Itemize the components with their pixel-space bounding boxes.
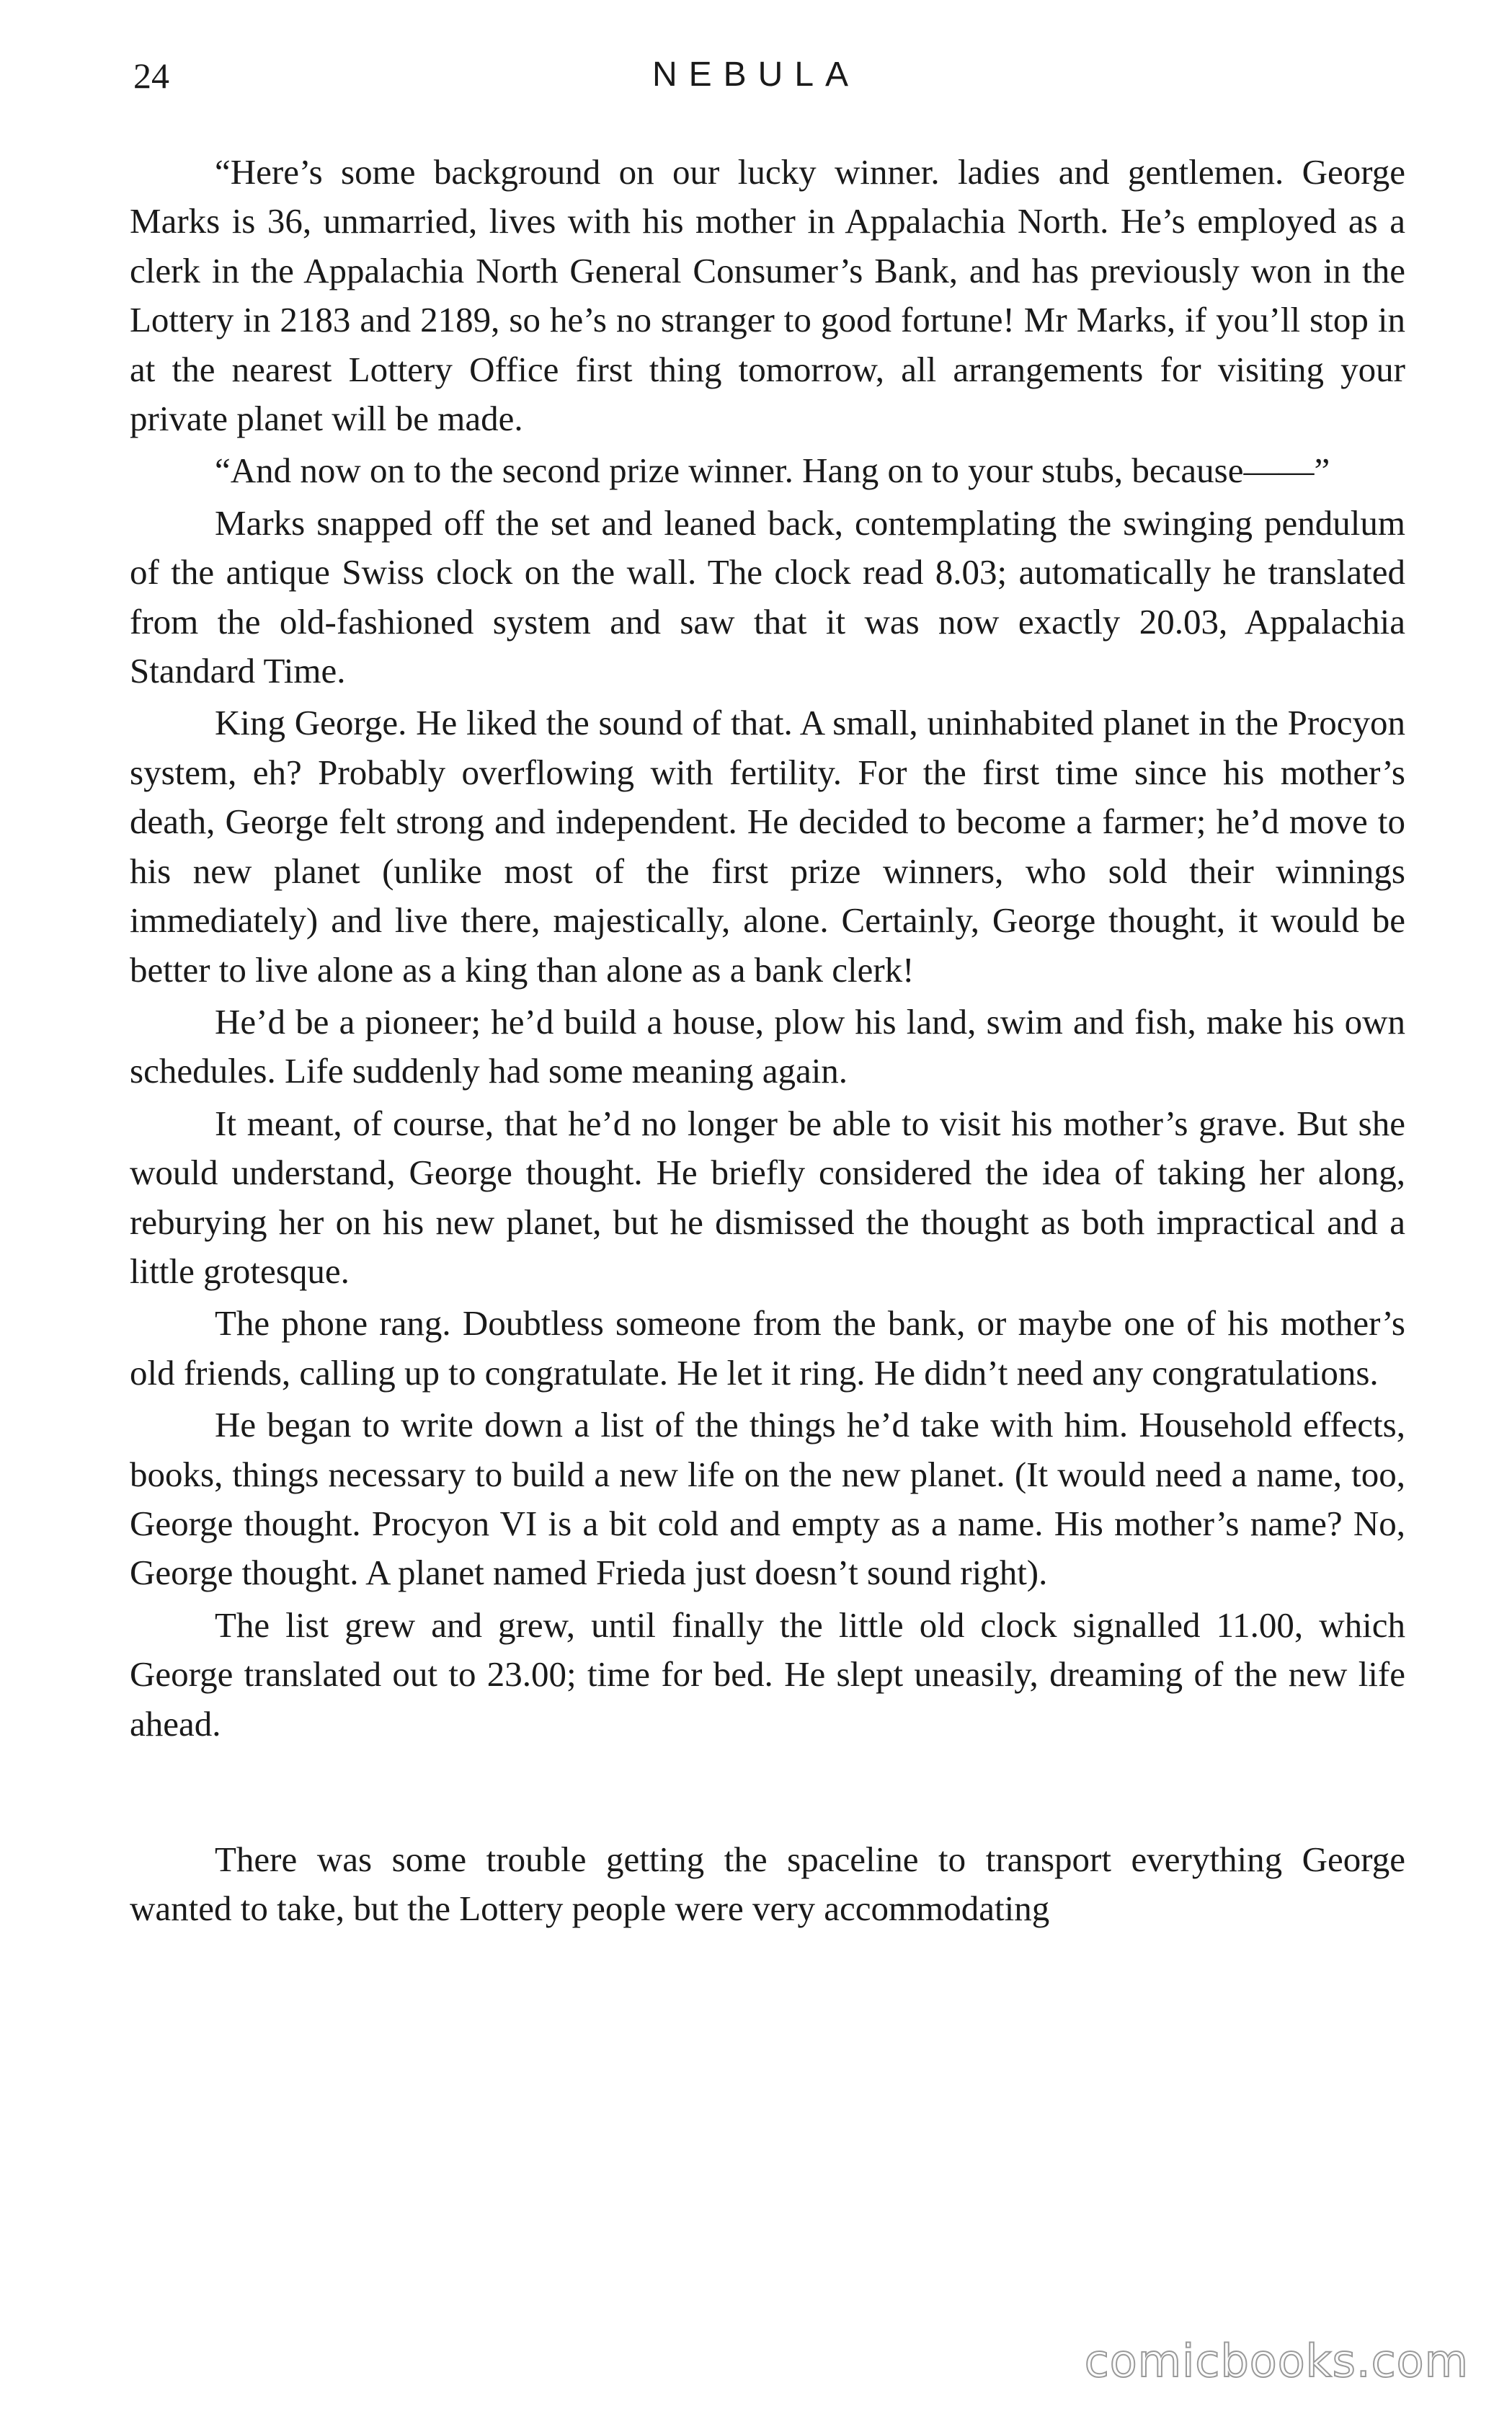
paragraph: The list grew and grew, until finally the little old clock signalled 11.00, which George translated out to 23.00; time for bed. He slept uneasily, dreaming of the new life ahead. [130,1604,1405,1744]
page-number: 24 [133,56,169,96]
paragraph: The phone rang. Doubtless someone from the bank, or maybe one of his mother’s old friends, calling up to congratulate. He let it ring. He didn’t need any congratulations. [130,1303,1405,1393]
paragraph: It meant, of course, that he’d no longer be able to visit his mother’s grave. But she would understand, George thought. He briefly considered the idea of taking her along, reburying her on his new planet, but he dismissed the thought as both impractical and a little grotesque. [130,1103,1405,1291]
running-title: NEBULA [652,56,860,94]
paragraph: He’d be a pioneer; he’d build a house, plow his land, swim and fish, make his own schedules. Life suddenly had some meaning again. [130,1001,1405,1091]
paragraph: There was some trouble getting the spaceline to transport everything George wanted to take, but the Lottery people were very accommodating [130,1839,1405,1929]
paragraph: “Here’s some background on our lucky winner. ladies and gentlemen. George Marks is 36, unmarried, lives with his mother in Appalachia North. He’s employed as a clerk in the Appalachia North General Consumer’s Bank, and has previously won in the Lottery in 2183 and 2189, so he’s no stranger to good fortune! Mr Marks, if you’ll stop in at the nearest Lottery Office first thing tomorrow, all arrangements for visiting your private planet will be made. [130,152,1405,439]
body-text [130,148,1405,1937]
paragraph: King George. He liked the sound of that. A small, uninhabited planet in the Procyon system, eh? Probably overflowing with fertility. For the first time since his mother’s death, George felt strong and independent. He decided to become a farmer; he’d move to his new planet (unlike most of the first prize winners, who sold their winnings immediately) and live there, majestically, alone. Certainly, George thought, it would be better to live alone as a king than alone as a bank clerk! [130,703,1405,990]
paragraph: Marks snapped off the set and leaned back, contemplating the swinging pendulum of the antique Swiss clock on the wall. The clock read 8.03; automatically he translated from the old-fashioned system and saw that it was now exactly 20.03, Appalachia Standard Time. [130,502,1405,691]
watermark: comicbooks.com [1084,2335,1469,2387]
paragraph: “And now on to the second prize winner. Hang on to your stubs, because——” [215,450,1330,491]
paragraph: He began to write down a list of the things he’d take with him. Household effects, books, things necessary to build a new life on the new planet. (It would need a name, too, George thought. Procyon VI is a bit cold and empty as a name. His mother’s name? No, George thought. A planet named Frieda just doesn’t sound right). [130,1405,1405,1593]
